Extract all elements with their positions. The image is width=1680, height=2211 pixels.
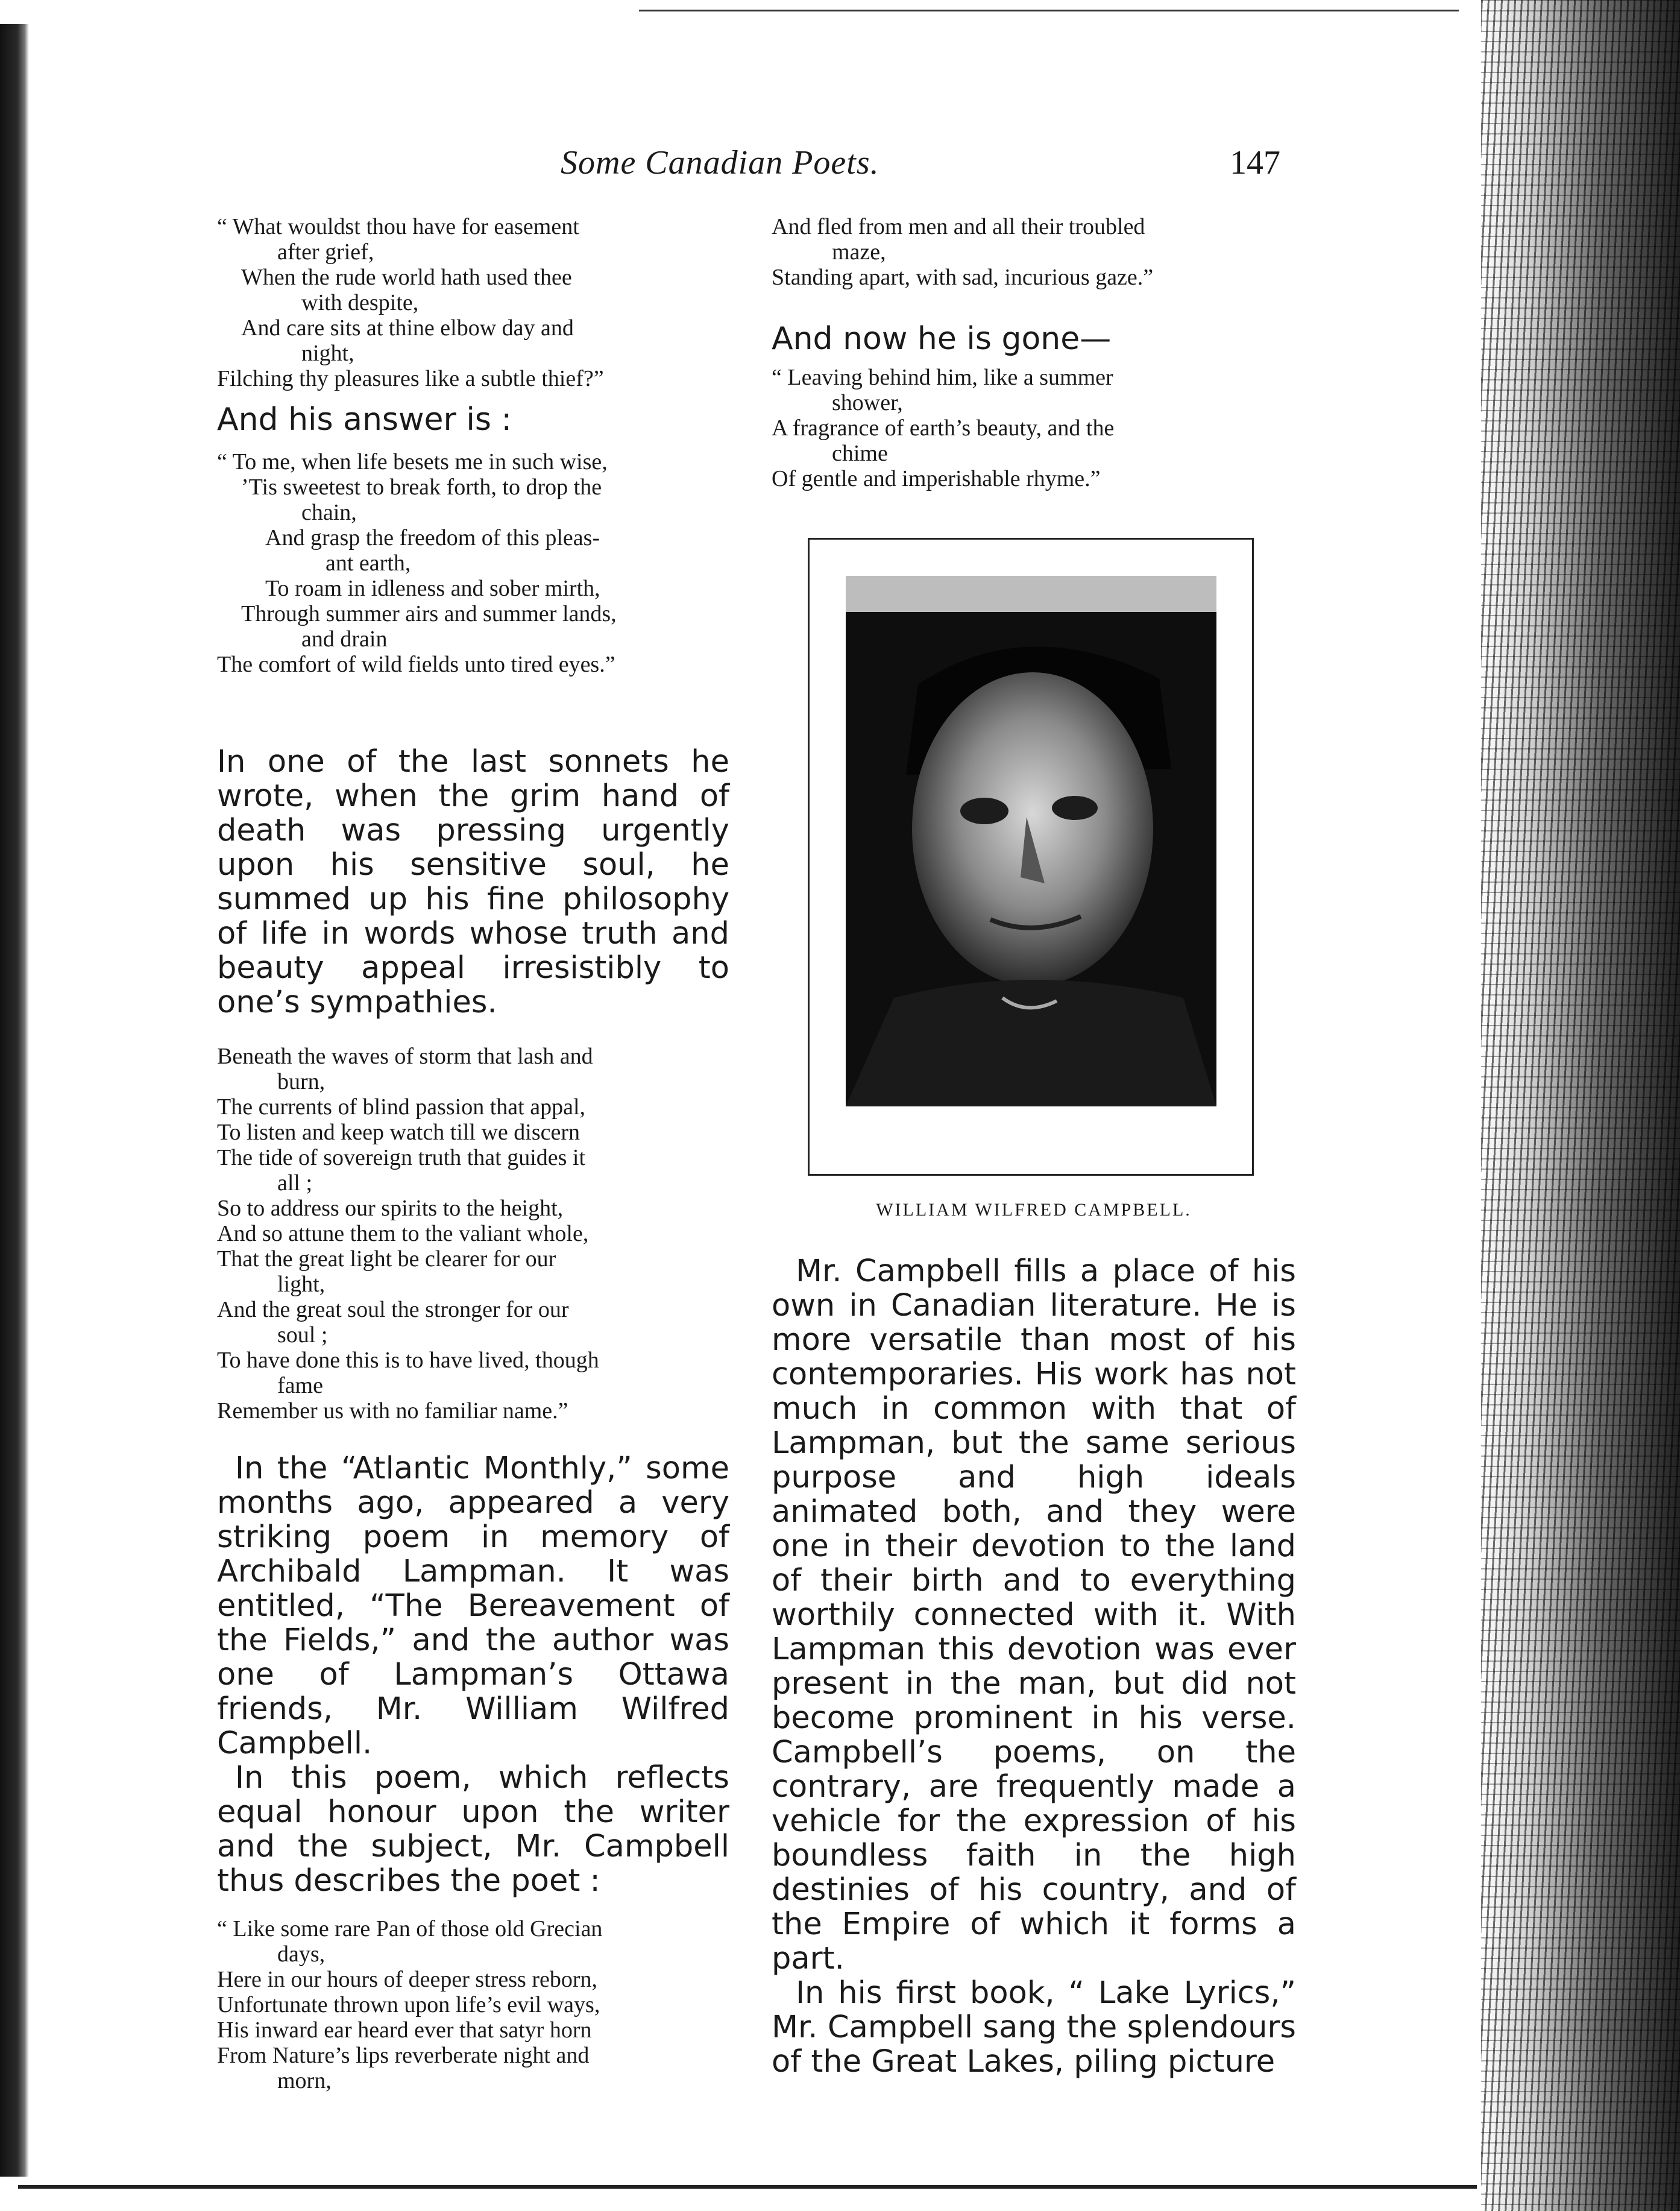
- verse-block: [217, 214, 729, 395]
- verse-line: That the great light be clearer for our: [217, 1246, 556, 1272]
- verse-line: And care sits at thine elbow day and: [241, 315, 574, 341]
- verse-line: Unfortunate thrown upon life’s evil ways,: [217, 1992, 600, 2017]
- verse-line-continuation: soul ;: [277, 1322, 328, 1348]
- verse-line: “ Like some rare Pan of those old Grecian: [217, 1916, 603, 1941]
- adjacent-page-shadow: [1481, 0, 1680, 2211]
- verse-line-continuation: night,: [301, 341, 354, 366]
- top-rule: [639, 10, 1459, 11]
- verse-line: ’Tis sweetest to break forth, to drop the: [241, 475, 602, 500]
- running-title: Some Canadian Poets.: [561, 144, 879, 181]
- verse-line-continuation: burn,: [277, 1069, 326, 1094]
- verse-line: Standing apart, with sad, incurious gaze.”: [772, 265, 1154, 290]
- verse-line: His inward ear heard ever that satyr horn: [217, 2017, 592, 2043]
- verse-intro: And now he is gone—: [772, 321, 1112, 357]
- paragraph: Mr. Campbell fills a place of his own in Canadian literature. He is more versatile than most of his contemporaries. His work has not much in common with that of Lampman, but the same serious purpose and high ideals animated both, and they were one in their devotion to the land of their birth and to everything worthily connected with it. With Lampman this devotion was ever present in the man, but did not become prominent in his verse. Campbell’s poems, on the contrary, are frequently made a vehicle for the expression of his boundless faith in the high destinies of his country, and of the Empire of which it forms a part.: [772, 1254, 1296, 1976]
- paragraph: In one of the last sonnets he wrote, when the grim hand of death was pressing urgently upon his sensitive soul, he summed up his fine philosophy of life in words whose truth and beauty appeal irresistibly to one’s sympathies.: [217, 744, 729, 1020]
- verse-line-continuation: fame: [277, 1373, 323, 1398]
- bottom-rule: [18, 2185, 1477, 2189]
- verse-line: To have done this is to have lived, though: [217, 1348, 599, 1373]
- verse-line-continuation: shower,: [832, 390, 903, 415]
- verse-line: Remember us with no familiar name.”: [217, 1398, 568, 1424]
- verse-line: The tide of sovereign truth that guides it: [217, 1145, 586, 1170]
- verse-line-continuation: chime: [832, 441, 888, 466]
- paragraph: In his first book, “ Lake Lyrics,” Mr. Campbell sang the splendours of the Great Lakes, piling picture: [772, 1975, 1296, 2080]
- verse-line-continuation: morn,: [277, 2068, 332, 2093]
- portrait-frame: [808, 538, 1254, 1176]
- verse-line: To listen and keep watch till we discern: [217, 1120, 580, 1145]
- verse-line: To roam in idleness and sober mirth,: [265, 576, 600, 601]
- verse-line: Of gentle and imperishable rhyme.”: [772, 466, 1101, 491]
- paragraph: In the “Atlantic Monthly,” some months ago, appeared a very striking poem in memory of Archibald Lampman. It was entitled, “The Bereavement of the Fields,” and the author was one of Lampman’s Ottawa friends, Mr. William Wilfred Campbell.: [217, 1451, 729, 1761]
- verse-line: The currents of blind passion that appal,: [217, 1094, 586, 1120]
- verse-line: And so attune them to the valiant whole,: [217, 1221, 589, 1246]
- verse-block: [772, 214, 1296, 311]
- sonnet-block: [217, 1044, 729, 1430]
- verse-line: “ Leaving behind him, like a summer: [772, 365, 1113, 390]
- verse-line: And fled from men and all their troubled: [772, 214, 1145, 239]
- verse-line: “ What wouldst thou have for easement: [217, 214, 579, 239]
- right-column: [772, 214, 1296, 491]
- verse-line: And the great soul the stronger for our: [217, 1297, 569, 1322]
- verse-line-continuation: after grief,: [277, 239, 374, 265]
- left-column: [217, 214, 729, 2093]
- verse-line-continuation: light,: [277, 1272, 326, 1297]
- verse-line: Through summer airs and summer lands,: [241, 601, 617, 626]
- verse-line: Here in our hours of deeper stress reborn,: [217, 1967, 598, 1992]
- verse-line: And grasp the freedom of this pleas-: [265, 525, 600, 550]
- verse-line-continuation: all ;: [277, 1170, 313, 1196]
- verse-line: “ To me, when life besets me in such wise,: [217, 449, 608, 475]
- verse-line-continuation: maze,: [832, 239, 886, 265]
- portrait-photo: [846, 576, 1216, 1106]
- verse-line: From Nature’s lips reverberate night and: [217, 2043, 590, 2068]
- verse-line-continuation: chain,: [301, 500, 357, 525]
- verse-line: So to address our spirits to the height,: [217, 1196, 564, 1221]
- portrait-caption: WILLIAM WILFRED CAMPBELL.: [876, 1200, 1192, 1220]
- verse-line: The comfort of wild fields unto tired eyes.”: [217, 652, 615, 677]
- verse-block: [217, 449, 729, 721]
- verse-line-continuation: and drain: [301, 626, 388, 652]
- verse-line: When the rude world hath used thee: [241, 265, 572, 290]
- verse-line: Filching thy pleasures like a subtle thief?”: [217, 366, 604, 391]
- portrait-illustration: [846, 576, 1216, 1106]
- page-binding-edge: [0, 24, 29, 2177]
- verse-block: [217, 1916, 729, 2093]
- verse-line-continuation: ant earth,: [326, 550, 411, 576]
- verse-line-continuation: days,: [277, 1941, 326, 1967]
- verse-line-continuation: with despite,: [301, 290, 419, 315]
- verse-block: [772, 365, 1296, 491]
- verse-line: Beneath the waves of storm that lash and: [217, 1044, 593, 1069]
- right-column-lower: [772, 1254, 1296, 2079]
- paragraph: In this poem, which reflects equal honour upon the writer and the subject, Mr. Campbell thus describes the poet :: [217, 1760, 729, 1899]
- page-number: 147: [1230, 144, 1280, 181]
- verse-intro: And his answer is :: [217, 402, 512, 438]
- verse-line: A fragrance of earth’s beauty, and the: [772, 415, 1115, 441]
